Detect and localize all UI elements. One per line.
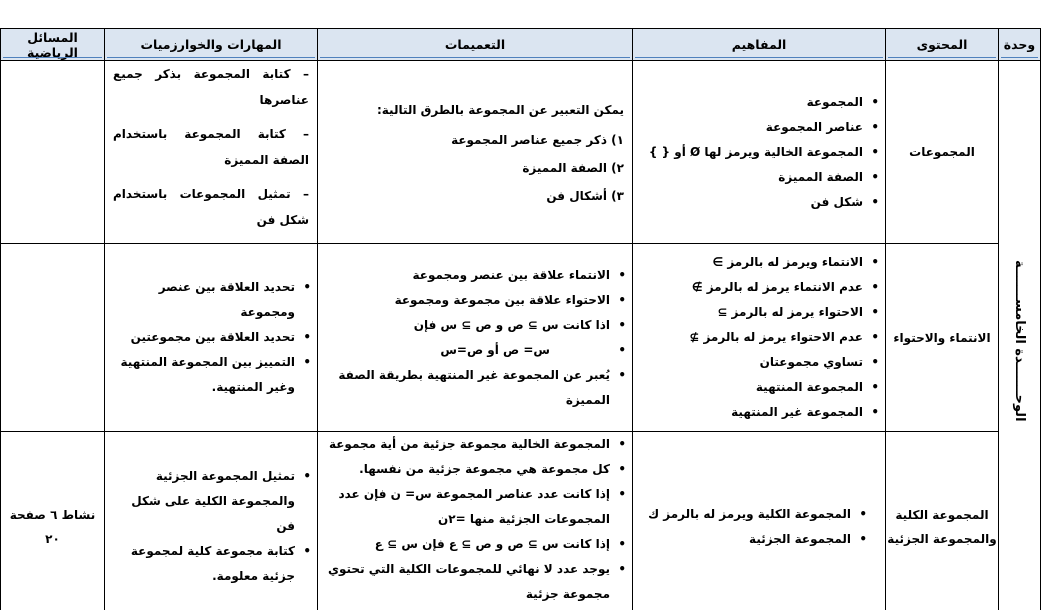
list-item: • الانتماء علاقة بين عنصر ومجموعة [324, 263, 610, 288]
list-item: • الانتماء ويرمز له بالرمز ∋ [639, 250, 863, 275]
list-item: • يُعبر عن المجموعة غير المنتهية بطريقة الصفة المميزة [324, 363, 610, 413]
list-item: • تساوي مجموعتان [639, 350, 863, 375]
list-item: • تحديد العلاقة بين مجموعتين [111, 325, 295, 350]
list-item: • إذا كانت س ⊇ ص و ص ⊇ ع فإن س ⊇ ع [324, 532, 610, 557]
header-generalizations: التعميمات [318, 29, 633, 61]
list-item: • كتابة مجموعة كلية لمجموعة جزئية معلومة. [111, 539, 295, 589]
list-item: • المجموعة المنتهية [639, 375, 863, 400]
content-cell: المجموعات [886, 61, 999, 244]
skills-cell [105, 244, 318, 432]
header-problems: المسائل الرياضية [1, 29, 105, 61]
generalization-intro: يمكن التعبير عن المجموعة بالطرق التالية: [376, 103, 624, 117]
list-item: • كل مجموعة هي مجموعة جزئية من نفسها. [324, 457, 610, 482]
list-item: • تمثيل المجموعة الجزئية والمجموعة الكلية على شكل فن [111, 464, 295, 539]
list-item: • المجموعة [639, 90, 863, 115]
header-row [1, 29, 1041, 61]
generalizations-cell [318, 61, 633, 244]
list-item: • شكل فن [639, 190, 863, 215]
list-item: • المجموعة الكلية ويرمز له بالرمز ك [639, 502, 851, 527]
list-item: • يوجد عدد لا نهائي للمجموعات الكلية التي تحتوي مجموعة جزئية [324, 557, 610, 607]
list-item: • المجموعة الخالية ويرمز لها Ø أو { } [639, 140, 863, 165]
list-item: ٣) أشكال فن [546, 189, 624, 203]
list-item: • عدم الانتماء يرمز له بالرمز ∌ [639, 275, 863, 300]
list-item: • تحديد العلاقة بين عنصر ومجموعة [111, 275, 295, 325]
list-item: • التمييز بين المجموعة المنتهية وغير المنتهية. [111, 350, 295, 400]
list-item: • المجموعة الخالية مجموعة جزئية من أية مجموعة [324, 432, 610, 457]
list-item: – كتابة المجموعة بذكر جميع عناصرها [113, 67, 309, 107]
content-cell: المجموعة الكلية والمجموعة الجزئية [886, 432, 999, 610]
table-row [1, 61, 1041, 244]
list-item: ١) ذكر جميع عناصر المجموعة [451, 133, 624, 147]
unit-cell [999, 61, 1041, 610]
concepts-cell [633, 432, 886, 610]
list-item: – تمثيل المجموعات باستخدام شكل فن [113, 187, 309, 227]
header-skills: المهارات والخوارزميات [105, 29, 318, 61]
curriculum-table [0, 28, 1041, 610]
table-row [1, 244, 1041, 432]
list-item: • إذا كانت عدد عناصر المجموعة س= ن فإن عدد المجموعات الجزئية منها =٢ن [324, 482, 610, 532]
concepts-cell [633, 244, 886, 432]
curriculum-table-page [0, 28, 1042, 610]
list-item: • الصفة المميزة [639, 165, 863, 190]
problems-cell [1, 244, 105, 432]
problems-cell [1, 61, 105, 244]
list-item-continuation: • س= ص أو ص=س [324, 338, 610, 363]
list-item: • عدم الاحتواء يرمز له بالرمز ⊉ [639, 325, 863, 350]
header-unit: وحدة [999, 29, 1041, 61]
unit-title: الوحـــــــدة الخامســـــــة [1012, 260, 1027, 422]
list-item: • الاحتواء علاقة بين مجموعة ومجموعة [324, 288, 610, 313]
table-row [1, 432, 1041, 610]
list-item: • اذا كانت س ⊇ ص و ص ⊇ س فإن [324, 313, 610, 338]
list-item: • المجموعة غير المنتهية [639, 400, 863, 425]
header-concepts: المفاهيم [633, 29, 886, 61]
list-item: • المجموعة الجزئية [639, 527, 851, 552]
list-item: • الاحتواء يرمز له بالرمز ⊇ [639, 300, 863, 325]
list-item: • عناصر المجموعة [639, 115, 863, 140]
content-cell: الانتماء والاحتواء [886, 244, 999, 432]
skills-cell [105, 61, 318, 244]
concepts-cell [633, 61, 886, 244]
generalizations-cell [318, 244, 633, 432]
list-item: – كتابة المجموعة باستخدام الصفة المميزة [113, 127, 309, 167]
generalizations-cell [318, 432, 633, 610]
skills-cell [105, 432, 318, 610]
list-item: ٢) الصفة المميزة [522, 161, 624, 175]
problems-cell: نشاط ٦ صفحة ٢٠ [1, 432, 105, 610]
header-content: المحتوى [886, 29, 999, 61]
